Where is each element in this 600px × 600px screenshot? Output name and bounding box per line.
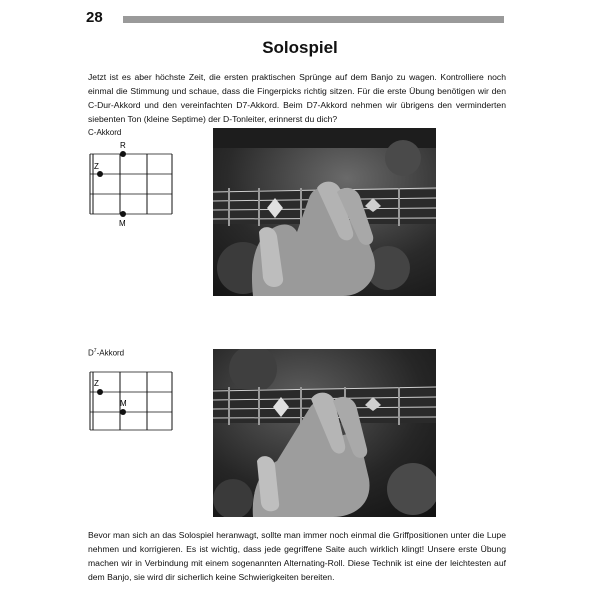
finger-label-z: Z xyxy=(94,162,99,171)
finger-label-m: M xyxy=(120,399,127,408)
intro-paragraph: Jetzt ist es aber höchste Zeit, die ersten praktischen Sprünge auf dem Banjo zu wagen. Kontrolliere noch einmal die Stimmung und schaue, dass die Fingerpicks richtig sitzen. Für die erste Übung benötigen wir den C-Dur-Akkord und den vereinfachten D7-Akkord. Beim D7-Akkord nehmen wir übrigens den verminderten siebenten Ton (kleine Septime) der D-Tonleiter, erinnerst du dich? xyxy=(88,72,506,124)
finger-label-r: R xyxy=(120,141,126,150)
chord-label-d7-sup: 7 xyxy=(93,348,97,354)
chord-label-d7-main: D xyxy=(88,348,94,358)
finger-dot-z xyxy=(97,389,103,395)
finger-dot-r xyxy=(120,151,126,157)
finger-label-z: Z xyxy=(94,379,99,388)
banjo-photo-d7-chord xyxy=(213,349,436,517)
chord-diagram-c xyxy=(84,140,176,230)
outro-paragraph: Bevor man sich an das Solospiel heranwagt, sollte man immer noch einmal die Griffpositionen unter die Lupe nehmen und korrigieren. Es ist wichtig, dass jede gegriffene Saite auch wirklich klingt! Unsere erste Übung machen wir in Verbindung mit einem sogenannten Alternating-Roll. Diese Technik ist eine der leichtesten auf dem Banjo, sie wird dir sicherlich keine Schwierigkeiten bereiten. xyxy=(88,530,506,582)
header-rule xyxy=(123,16,504,23)
finger-dot-m xyxy=(120,211,126,217)
chord-label-d7 xyxy=(88,348,124,358)
finger-dot-m xyxy=(120,409,126,415)
finger-label-m: M xyxy=(119,219,126,228)
page-number: 28 xyxy=(86,9,103,26)
banjo-photo-c-chord xyxy=(213,128,436,296)
finger-dot-z xyxy=(97,171,103,177)
chord-label-d7-rest: -Akkord xyxy=(96,348,125,358)
chord-label-c: C-Akkord xyxy=(88,128,122,137)
page-title: Solospiel xyxy=(262,38,338,57)
chord-diagram-d7 xyxy=(84,362,176,440)
